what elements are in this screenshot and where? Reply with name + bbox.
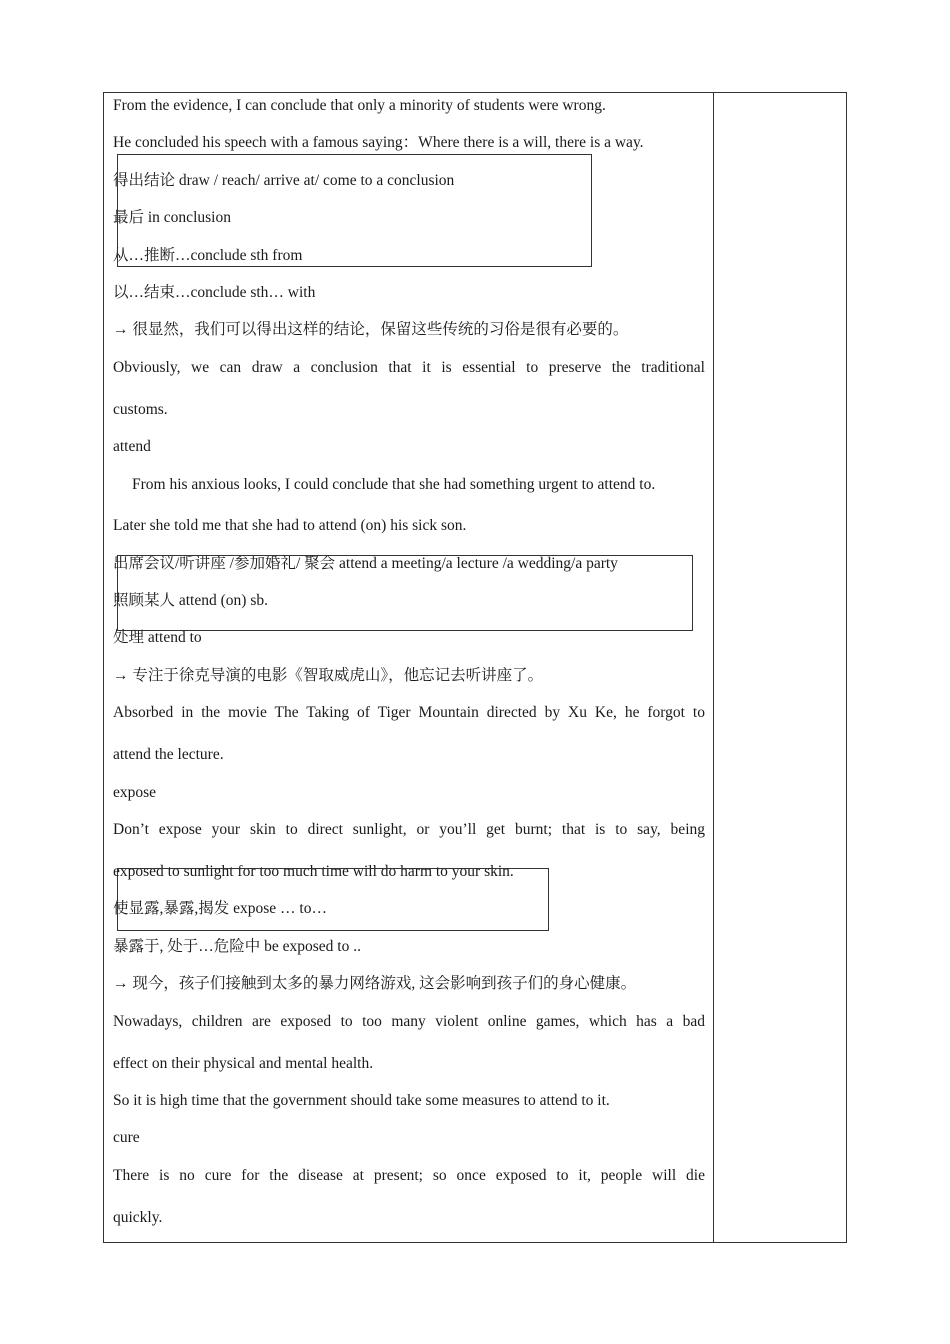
- text-line: Absorbed in the movie The Taking of Tiger Mountain directed by Xu Ke, he forgot to: [113, 704, 705, 721]
- text-line: There is no cure for the disease at present; so once exposed to it, people will die: [113, 1167, 705, 1184]
- notes-column: [714, 93, 846, 1242]
- text-line: 处理 attend to: [113, 629, 202, 646]
- text-line: effect on their physical and mental health.: [113, 1055, 374, 1072]
- text-line: So it is high time that the government should take some measures to attend to it.: [113, 1092, 610, 1109]
- text-line: Later she told me that she had to attend (on) his sick son.: [113, 517, 467, 534]
- heading-word: cure: [113, 1129, 140, 1146]
- text-line: 从…推断…conclude sth from: [113, 247, 303, 264]
- heading-word: expose: [113, 784, 157, 801]
- text-line: Don’t expose your skin to direct sunlight, or you’ll get burnt; that is to say, being: [113, 821, 705, 838]
- text-line: Nowadays, children are exposed to too many violent online games, which has a bad: [113, 1013, 705, 1030]
- text-line: 得出结论 draw / reach/ arrive at/ come to a conclusion: [113, 172, 455, 189]
- text-line: → 现今，孩子们接触到太多的暴力网络游戏, 这会影响到孩子们的身心健康。: [113, 975, 637, 992]
- text-line: → 专注于徐克导演的电影《智取威虎山》，他忘记去听讲座了。: [113, 667, 544, 684]
- text-line: 最后 in conclusion: [113, 209, 231, 226]
- heading-word: attend: [113, 438, 151, 455]
- text-line: 暴露于, 处于…危险中 be exposed to ..: [113, 938, 361, 955]
- worksheet-table: [103, 92, 847, 1243]
- text-line: 照顾某人 attend (on) sb.: [113, 592, 268, 609]
- text-line: attend the lecture.: [113, 746, 224, 763]
- text-line: customs.: [113, 401, 168, 418]
- text-line: From his anxious looks, I could conclude that she had something urgent to attend to.: [132, 476, 656, 493]
- text-line: He concluded his speech with a famous saying：Where there is a will, there is a way.: [113, 134, 644, 151]
- text-line: 出席会议/听讲座 /参加婚礼/ 聚会 attend a meeting/a lecture /a wedding/a party: [113, 555, 618, 572]
- text-line: → 很显然，我们可以得出这样的结论，保留这些传统的习俗是很有必要的。: [113, 321, 629, 338]
- text-line: 使显露,暴露,揭发 expose … to…: [113, 900, 327, 917]
- text-line: quickly.: [113, 1209, 163, 1226]
- text-line: Obviously, we can draw a conclusion that it is essential to preserve the traditional: [113, 359, 705, 376]
- text-line: From the evidence, I can conclude that only a minority of students were wrong.: [113, 97, 606, 114]
- text-line: 以…结束…conclude sth… with: [113, 284, 316, 301]
- text-line: exposed to sunlight for too much time will do harm to your skin.: [113, 863, 514, 880]
